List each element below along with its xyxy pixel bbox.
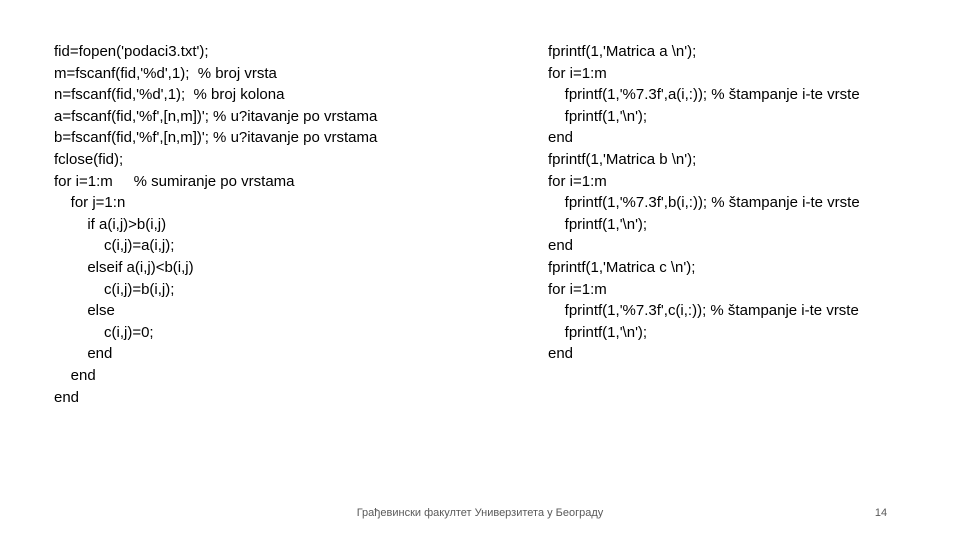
code-line: fprintf(1,'%7.3f',a(i,:)); % štampanje i-te vrste [548,86,860,104]
code-line: for j=1:n [54,194,126,212]
code-line: n=fscanf(fid,'%d',1); % broj kolona [54,86,285,104]
code-line: fprintf(1,'\n'); [548,215,648,233]
code-line: c(i,j)=a(i,j); [54,237,175,255]
code-line: end [54,345,113,363]
code-line: end [548,345,574,363]
code-line: elseif a(i,j)<b(i,j) [54,258,194,276]
code-line: fclose(fid); [54,150,124,168]
code-line: fprintf(1,'\n'); [548,107,648,125]
right-code-block [548,41,908,365]
page-number: 14 [874,507,888,519]
code-line: for i=1:m [548,172,607,190]
left-code-block [54,41,494,408]
code-line: a=fscanf(fid,'%f',[n,m])'; % u?itavanje po vrstama [54,107,378,125]
code-line: fprintf(1,'\n'); [548,323,648,341]
code-line: fprintf(1,'%7.3f',b(i,:)); % štampanje i-te vrste [548,194,860,212]
code-line: end [548,129,574,147]
code-line: b=fscanf(fid,'%f',[n,m])'; % u?itavanje po vrstama [54,129,378,147]
code-line: fprintf(1,'Matrica c \n'); [548,258,696,276]
code-line: end [54,388,80,406]
footer-institution: Грађевински факултет Универзитета у Београду [356,507,604,519]
code-line: end [54,366,96,384]
code-line: fid=fopen('podaci3.txt'); [54,43,209,60]
code-line: fprintf(1,'Matrica a \n'); [548,43,697,60]
code-line: fprintf(1,'%7.3f',c(i,:)); % štampanje i-te vrste [548,302,859,320]
code-line: for i=1:m [548,280,607,298]
code-line: if a(i,j)>b(i,j) [54,215,167,233]
code-line: for i=1:m % sumiranje po vrstama [54,172,295,190]
code-line: else [54,302,115,320]
code-line: c(i,j)=0; [54,323,154,341]
code-line: fprintf(1,'Matrica b \n'); [548,150,697,168]
code-line: c(i,j)=b(i,j); [54,280,175,298]
code-line: for i=1:m [548,64,607,82]
code-line: m=fscanf(fid,'%d',1); % broj vrsta [54,64,277,82]
code-line: end [548,237,574,255]
